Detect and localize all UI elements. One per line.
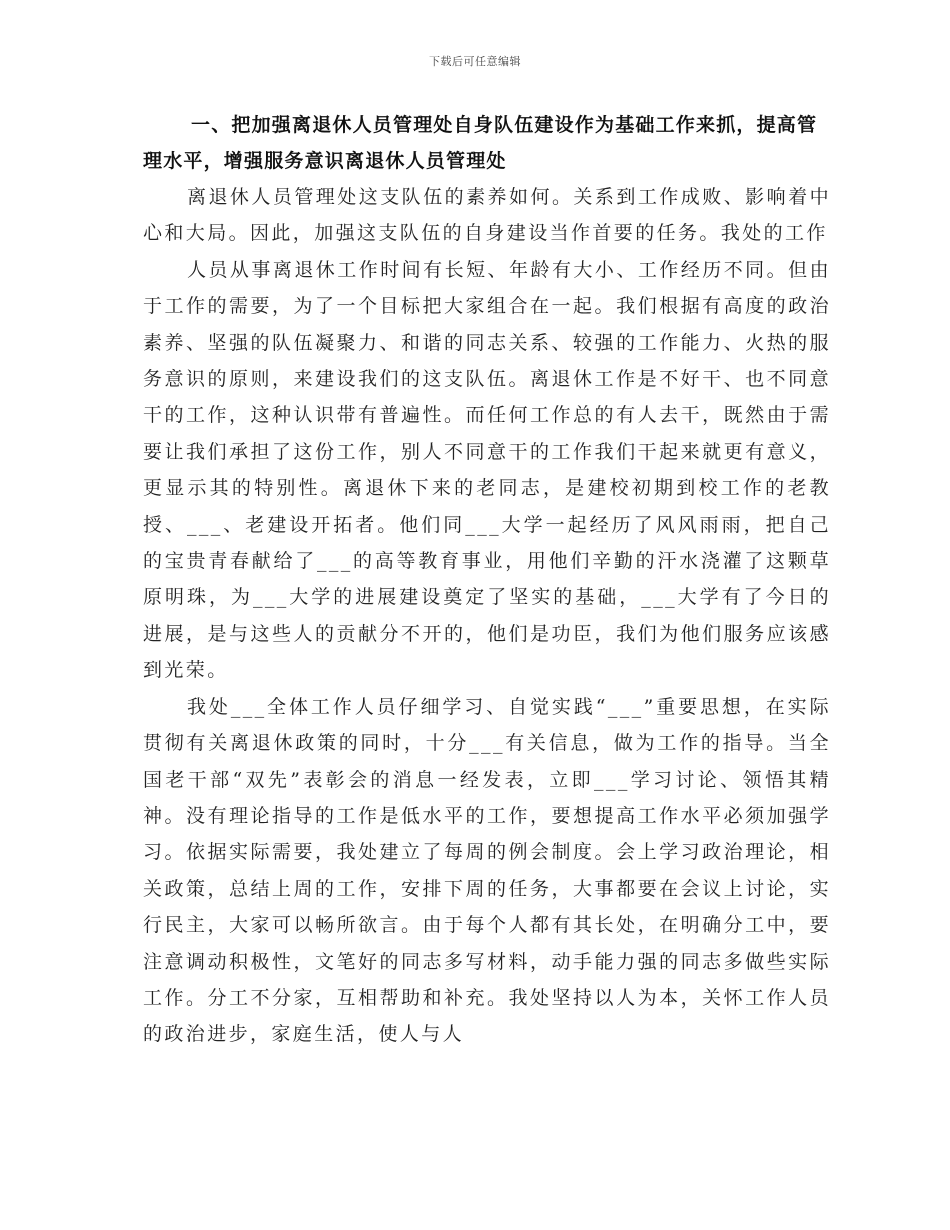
page-header-note: 下载后可任意编辑 [429, 55, 521, 68]
section-heading: 一、把加强离退休人员管理处自身队伍建设作为基础工作来抓，提高管理水平，增强服务意识离退休人员管理处 [143, 114, 818, 172]
paragraph: 人员从事离退休工作时间有长短、年龄有大小、工作经历不同。但由于工作的需要，为了一个目标把大家组合在一起。我们根据有高度的政治素养、坚强的队伍凝聚力、和谐的同志关系、较强的工作能力、火热的服务意识的原则，来建设我们的这支队伍。离退休工作是不好干、也不同意干的工作，这种认识带有普遍性。而任何工作总的有人去干，既然由于需要让我们承担了这份工作，别人不同意干的工作我们干起来就更有意义，更显示其的特别性。离退休下来的老同志，是建校初期到校工作的老教授、___、老建设开拓者。他们同___大学一起经历了风风雨雨，把自己的宝贵青春献给了___的高等教育事业，用他们辛勤的汗水浇灌了这颗草原明珠，为___大学的进展建设奠定了坚实的基础，___大学有了今日的进展，是与这些人的贡献分不开的，他们是功臣，我们为他们服务应该感到光荣。 [143, 258, 831, 682]
document-body [143, 107, 831, 1053]
paragraph: 离退休人员管理处这支队伍的素养如何。关系到工作成败、影响着中心和大局。因此，加强这支队伍的自身建设当作首要的任务。我处的工作 [143, 186, 831, 245]
paragraph: 我处___全体工作人员仔细学习、自觉实践“___”重要思想，在实际贯彻有关离退休政策的同时，十分___有关信息，做为工作的指导。当全国老干部“双先”表彰会的消息一经发表，立即___学习讨论、领悟其精神。没有理论指导的工作是低水平的工作，要想提高工作水平必须加强学习。依据实际需要，我处建立了每周的例会制度。会上学习政治理论，相关政策，总结上周的工作，安排下周的任务，大事都要在会议上讨论，实行民主，大家可以畅所欲言。由于每个人都有其长处，在明确分工中，要注意调动积极性，文笔好的同志多写材料，动手能力强的同志多做些实际工作。分工不分家，互相帮助和补充。我处坚持以人为本，关怀工作人员的政治进步，家庭生活，使人与人 [143, 695, 831, 1046]
